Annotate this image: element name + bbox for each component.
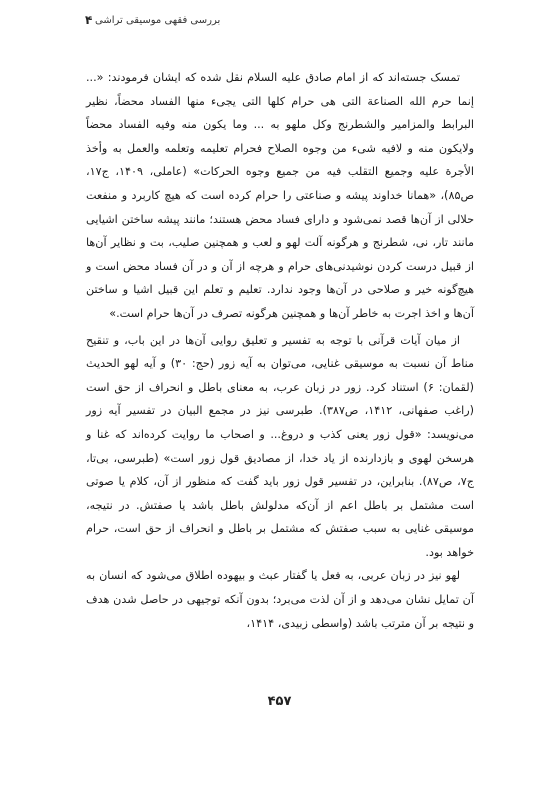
running-header <box>85 12 483 32</box>
body-text <box>86 66 474 635</box>
paragraph-3: لهو نیز در زبان عربی، به فعل یا گفتار عبث و بیهوده اطلاق می‌شود که انسان به آن تمایل نشان می‌دهد و از آن لذت می‌برد؛ بدون آنکه توجیهی در حاصل شدن هدف و نتیجه بر آن مترتب باشد (واسطی زبیدی، ۱۴۱۴، <box>86 569 474 630</box>
header-title: بررسی فقهی موسیقی تراشی <box>95 15 221 26</box>
page-number: ۴۵۷ <box>267 694 292 709</box>
paragraph-1: تمسک جسته‌اند که از امام صادق علیه السلام نقل شده که ایشان فرمودند: «... إنما حرم الله الصناعة التی هی حرام کلها التی یجیء منها الفساد محضاً، نظیر البرابط والمزامیر والشطرنج وکل ملهو به ... وما یکون منه وفیه الفساد محضاً ولایکون منه و لافیه شیء من وجوه الصلاح فحرام تعلیمه وتعلمه والعمل به وأخذ الأجرة علیه وجمیع التقلب فیه من جمیع وجوه الحرکات» (عاملی، ۱۴۰۹، ج۱۷، ص۸۵)، «همانا خداوند پیشه و صناعتی را حرام کرده است که هیچ کاربرد و منفعت حلالی از آن‌ها قصد نمی‌شود و دارای فساد محض هستند؛ مانند پیشه ساختن اشیایی مانند تار، نی، شطرنج و هرگونه آلت لهو و لعب و همچنین صلیب، بت و نظایر آن‌ها از قبیل درست کردن نوشیدنی‌های حرام و هرچه از آن و در آن فساد محض است و هیچ‌گونه خیر و صلاحی در آن‌ها وجود ندارد. تعلیم و تعلم این قبیل اشیا و ساختن آن‌ها و اخذ اجرت به خاطر آن‌ها و همچنین هرگونه تصرف در آن‌ها حرام است.» <box>86 71 474 320</box>
paragraph-2: از میان آیات قرآنی با توجه به تفسیر و تعلیق روایی آن‌ها در این باب، و تنقیح مناط آن نسبت به موسیقی غنایی، می‌توان به آیه زور (حج: ۳۰) و آیه لهو الحدیث (لقمان: ۶) استناد کرد. زور در زبان عرب، به معنای باطل و انحراف از حق است (راغب صفهانی، ۱۴۱۲، ص۳۸۷). طبرسی نیز در مجمع البیان در تفسیر آیه زور می‌نویسد: «قول زور یعنی کذب و دروغ... و اصحاب ما روایت کرده‌اند که غنا و هرسخن لهوی و بازدارنده از یاد خدا، از مصادیق قول زور است» (طبرسی، بی‌تا، ج۷، ص۸۷). بنابراین، در تفسیر قول زور باید گفت که منظور از آن، کلام یا صوتی است مشتمل بر باطل اعم از آن‌که مدلولش باطل باشد یا صفتش. در نتیجه، موسیقی غنایی به سبب صفتش که مشتمل بر باطل و انحراف از حق است، حرام خواهد بود. <box>86 333 474 559</box>
header-page-marker: ۴ <box>85 13 93 27</box>
